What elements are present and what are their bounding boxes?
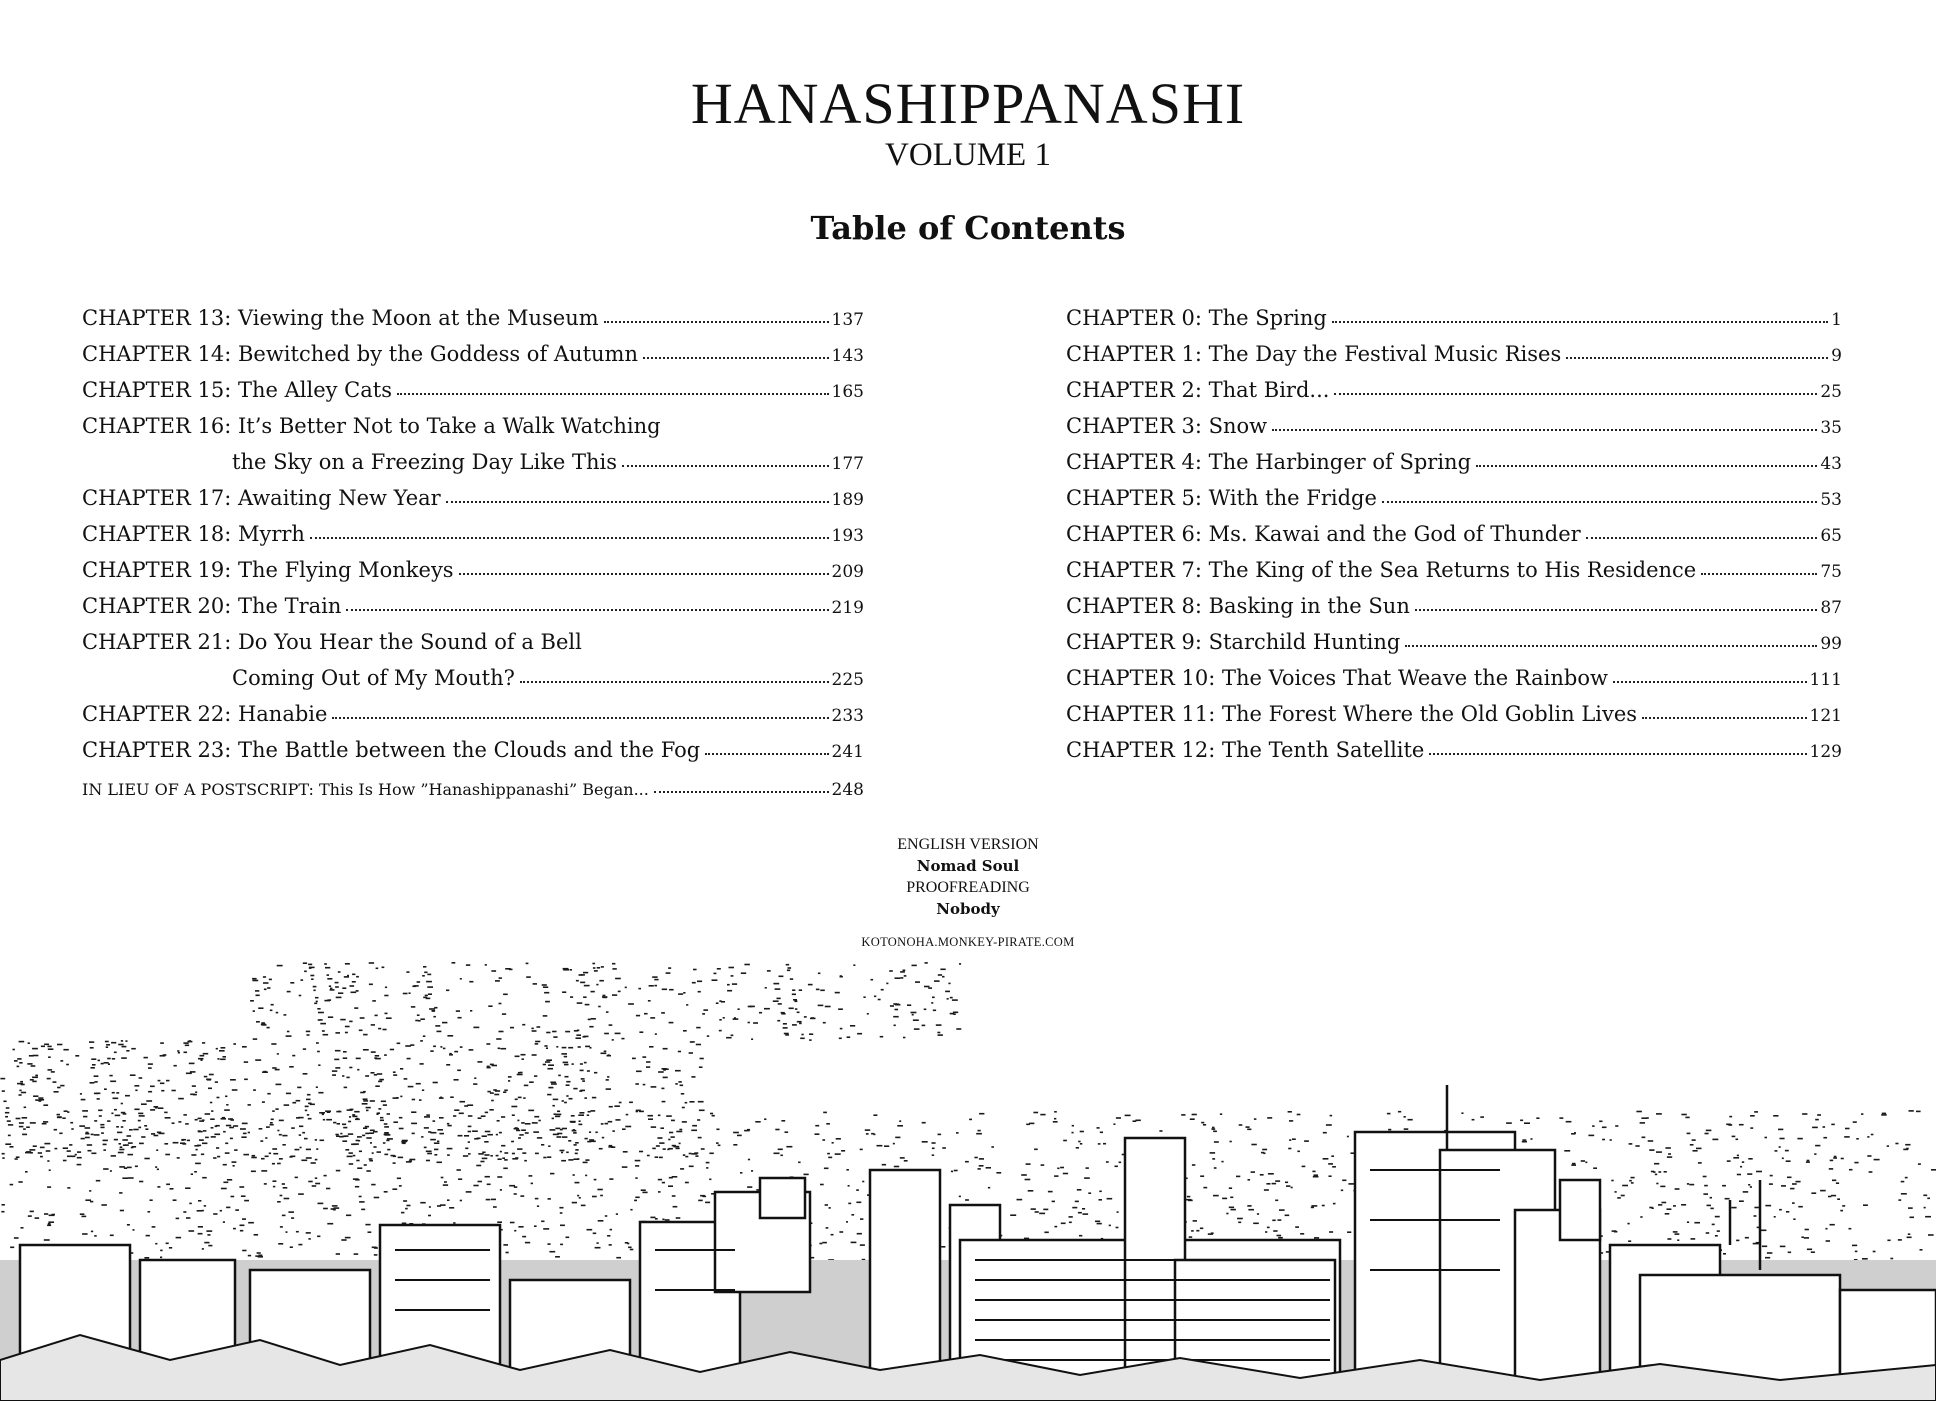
toc-entry[interactable] — [82, 732, 864, 768]
toc-entry-label: CHAPTER 19: The Flying Monkeys — [82, 558, 454, 582]
toc-entry[interactable] — [82, 480, 864, 516]
toc-entry-label: CHAPTER 14: Bewitched by the Goddess of Autumn — [82, 342, 638, 366]
toc-entry-page: 87 — [1820, 598, 1842, 618]
toc-entry-page: 225 — [831, 670, 864, 690]
toc-entry[interactable] — [1066, 624, 1842, 660]
credits-proof-label: PROOFREADING — [906, 879, 1030, 896]
dot-leader — [446, 500, 829, 503]
toc-entry-page: 177 — [831, 454, 864, 474]
toc-entry-label: CHAPTER 9: Starchild Hunting — [1066, 630, 1401, 654]
toc-entry-page: 65 — [1820, 526, 1842, 546]
toc-entry-page: 241 — [831, 742, 864, 762]
toc-entry-page: 143 — [831, 346, 864, 366]
toc-entry-label: CHAPTER 0: The Spring — [1066, 306, 1327, 330]
toc-entry[interactable] — [82, 696, 864, 732]
toc-entry[interactable] — [1066, 552, 1842, 588]
dot-leader — [1476, 464, 1817, 467]
toc-entry-label: CHAPTER 13: Viewing the Moon at the Museum — [82, 306, 599, 330]
toc-entry-label: CHAPTER 2: That Bird... — [1066, 378, 1330, 402]
toc-entry-label: CHAPTER 16: It’s Better Not to Take a Walk Watching — [82, 414, 661, 438]
toc-entry-page: 248 — [831, 780, 864, 800]
dot-leader — [1415, 608, 1818, 611]
dot-leader — [1429, 752, 1806, 755]
toc-entry[interactable] — [1066, 696, 1842, 732]
toc-left-column — [82, 300, 864, 808]
credits-block — [0, 834, 1936, 954]
toc-entry-continuation: Coming Out of My Mouth? — [232, 666, 515, 690]
toc-entry[interactable] — [1066, 300, 1842, 336]
toc-entry-page: 219 — [831, 598, 864, 618]
dot-leader — [604, 320, 829, 323]
toc-entry[interactable] — [1066, 732, 1842, 768]
toc-entry-label: CHAPTER 7: The King of the Sea Returns to His Residence — [1066, 558, 1697, 582]
toc-entry-label: CHAPTER 12: The Tenth Satellite — [1066, 738, 1425, 762]
dot-leader — [654, 790, 829, 793]
toc-entry-label: CHAPTER 4: The Harbinger of Spring — [1066, 450, 1472, 474]
toc-entry-label: CHAPTER 21: Do You Hear the Sound of a Bell — [82, 630, 582, 654]
dot-leader — [332, 716, 828, 719]
toc-entry-page: 99 — [1820, 634, 1842, 654]
toc-entry-page: 75 — [1820, 562, 1842, 582]
toc-entry-postscript[interactable] — [82, 772, 864, 808]
toc-entry-label: CHAPTER 20: The Train — [82, 594, 342, 618]
dot-leader — [459, 572, 829, 575]
toc-entry-label: CHAPTER 23: The Battle between the Clouds and the Fog — [82, 738, 701, 762]
toc-entry-page: 43 — [1820, 454, 1842, 474]
toc-entry-multiline[interactable] — [82, 408, 864, 480]
toc-entry[interactable] — [82, 336, 864, 372]
toc-entry[interactable] — [82, 300, 864, 336]
toc-entry-continuation: the Sky on a Freezing Day Like This — [232, 450, 618, 474]
credits-version-label: ENGLISH VERSION — [897, 836, 1039, 853]
dot-leader — [1382, 500, 1817, 503]
toc-entry-label: CHAPTER 15: The Alley Cats — [82, 378, 392, 402]
title: HANASHIPPANASHI — [690, 71, 1246, 136]
toc-entry-page: 35 — [1820, 418, 1842, 438]
dot-leader — [310, 536, 829, 539]
toc-entry-label: CHAPTER 5: With the Fridge — [1066, 486, 1377, 510]
toc-entry-page: 233 — [831, 706, 864, 726]
toc-entry-page: 165 — [831, 382, 864, 402]
dot-leader — [1405, 644, 1817, 647]
toc-entry-label: CHAPTER 6: Ms. Kawai and the God of Thunder — [1066, 522, 1581, 546]
dot-leader — [1613, 680, 1807, 683]
toc-entry[interactable] — [82, 588, 864, 624]
toc-entry[interactable] — [1066, 408, 1842, 444]
toc-entry-label: CHAPTER 3: Snow — [1066, 414, 1268, 438]
toc-entry-page: 193 — [831, 526, 864, 546]
credits-version-name: Nomad Soul — [916, 856, 1020, 875]
toc-entry-page: 209 — [831, 562, 864, 582]
dot-leader — [1566, 356, 1828, 359]
toc-entry-label: CHAPTER 17: Awaiting New Year — [82, 486, 441, 510]
cityscape-illustration — [0, 960, 1936, 1401]
dot-leader — [1334, 392, 1817, 395]
website-link[interactable]: KOTONOHA.MONKEY-PIRATE.COM — [861, 935, 1075, 949]
toc-entry[interactable] — [1066, 372, 1842, 408]
toc-entry-label: CHAPTER 22: Hanabie — [82, 702, 328, 726]
volume-label: VOLUME 1 — [885, 137, 1051, 173]
toc-heading: Table of Contents — [810, 209, 1126, 247]
toc-entry-multiline[interactable] — [82, 624, 864, 696]
toc-entry-page: 53 — [1820, 490, 1842, 510]
dot-leader — [622, 464, 828, 467]
toc-entry-page: 121 — [1809, 706, 1842, 726]
dot-leader — [643, 356, 829, 359]
toc-entry[interactable] — [1066, 336, 1842, 372]
toc-entry-page: 189 — [831, 490, 864, 510]
toc-entry[interactable] — [1066, 660, 1842, 696]
toc-entry-page: 137 — [831, 310, 864, 330]
toc-entry[interactable] — [1066, 480, 1842, 516]
toc-entry-page: 1 — [1831, 310, 1842, 330]
dot-leader — [346, 608, 828, 611]
toc-entry[interactable] — [1066, 444, 1842, 480]
toc-entry-label: CHAPTER 11: The Forest Where the Old Goblin Lives — [1066, 702, 1638, 726]
toc-entry-label: CHAPTER 18: Myrrh — [82, 522, 305, 546]
toc-entry-label: CHAPTER 8: Basking in the Sun — [1066, 594, 1410, 618]
toc-entry-label: CHAPTER 1: The Day the Festival Music Rises — [1066, 342, 1562, 366]
dot-leader — [1332, 320, 1828, 323]
dot-leader — [520, 680, 829, 683]
dot-leader — [1586, 536, 1818, 539]
toc-entry[interactable] — [1066, 588, 1842, 624]
toc-entry[interactable] — [82, 372, 864, 408]
toc-entry-page: 129 — [1809, 742, 1842, 762]
dot-leader — [705, 752, 828, 755]
toc-entry-label: IN LIEU OF A POSTSCRIPT: This Is How ”Hanashippanashi” Began... — [82, 780, 649, 799]
toc-entry[interactable] — [1066, 516, 1842, 552]
toc-entry[interactable] — [82, 552, 864, 588]
toc-entry-page: 9 — [1831, 346, 1842, 366]
toc-entry[interactable] — [82, 516, 864, 552]
dot-leader — [1701, 572, 1817, 575]
credits-proof-name: Nobody — [936, 899, 1000, 918]
dot-leader — [397, 392, 829, 395]
toc-entry-page: 111 — [1809, 670, 1842, 690]
toc-entry-page: 25 — [1820, 382, 1842, 402]
toc-entry-label: CHAPTER 10: The Voices That Weave the Rainbow — [1066, 666, 1608, 690]
dot-leader — [1642, 716, 1806, 719]
toc-right-column — [1066, 300, 1842, 768]
dot-leader — [1272, 428, 1817, 431]
